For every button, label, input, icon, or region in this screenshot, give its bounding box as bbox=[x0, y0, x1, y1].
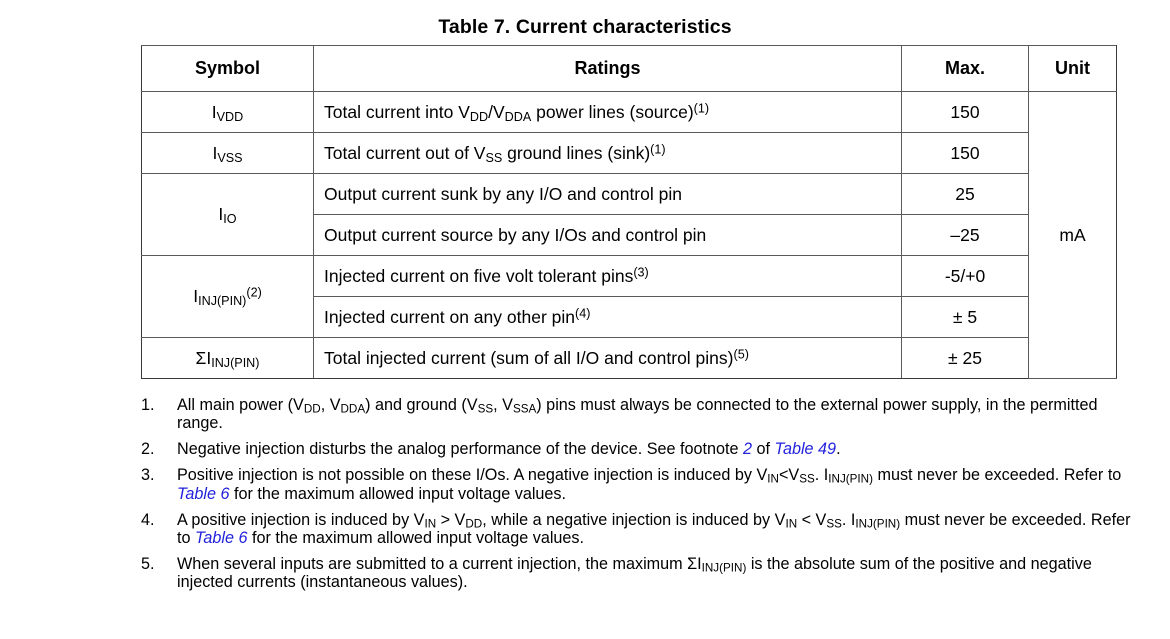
footnote-item bbox=[141, 396, 1141, 432]
cell-rating: Total current out of $V_{SS}$ ground lines $(\sin k)^{(1)}$ bbox=[314, 133, 902, 174]
cell-max: ± 5 bbox=[902, 297, 1029, 338]
footnote-text: All main power ($V_{DD}$, $V_{DDA}$) and ground ($V_{SS}$, $V_{SSA}$) pins must always be connected to the external power supply, in the permitted range. bbox=[177, 396, 1098, 433]
footnote-item bbox=[141, 511, 1141, 547]
footnote-number: 3. bbox=[141, 466, 155, 485]
footnote-item bbox=[141, 466, 1141, 502]
table-row bbox=[142, 338, 1117, 379]
footnote-item bbox=[141, 440, 1141, 458]
footnote-text: Positive injection is not possible on these I/Os. A negative injection is induced by $V_{IN}<V_{SS}$. $I_{INJ(PIN)}$ must never be exceeded. Refer to Table 6 for the maximum allowed input voltage values. bbox=[177, 466, 1122, 503]
cell-unit: mA bbox=[1029, 92, 1117, 379]
table-row bbox=[142, 133, 1117, 174]
table-title: Table 7. Current characteristics bbox=[438, 16, 732, 38]
table-reference-link[interactable]: Table 6 bbox=[195, 528, 248, 547]
table-header-row bbox=[142, 46, 1117, 92]
footnote-number: 1. bbox=[141, 396, 155, 414]
cell-symbol: $\Sigma I_{INJ(PIN)}$ bbox=[142, 338, 314, 379]
footnote-text: Negative injection disturbs the analog performance of the device. See footnote 2 of Table 49. bbox=[177, 440, 841, 459]
table-header bbox=[142, 46, 1117, 92]
cell-max: -5/+0 bbox=[902, 256, 1029, 297]
footnote-text: When several inputs are submitted to a current injection, the maximum $\Sigma I_{INJ(PIN)}$ is the absolute sum of the positive and negative injected currents (instantaneous values). bbox=[177, 554, 1092, 592]
spec-table bbox=[141, 45, 1117, 379]
footnote-item bbox=[141, 555, 1141, 591]
cell-symbol: $I_{VDD}$ bbox=[142, 92, 314, 133]
cell-max: 150 bbox=[902, 133, 1029, 174]
table-row bbox=[142, 256, 1117, 297]
table-reference-link[interactable]: 2 bbox=[743, 440, 753, 459]
cell-rating: Output current sunk by any I/O and control pin bbox=[314, 174, 902, 215]
footnote-number: 4. bbox=[141, 510, 155, 529]
footnote-text: A positive injection is induced by $V_{IN} > V_{DD}$, while a negative injection is induced by $V_{IN} < V_{SS}$. $I_{INJ(PIN)}$ must never be exceeded. Refer to Table 6 for the maximum allowed input voltage values. bbox=[177, 510, 1131, 547]
footnote-number: 5. bbox=[141, 554, 155, 573]
cell-rating: Total current into $V_{DD}/V_{DDA}$ power lines (source)$^{(1)}$ bbox=[314, 92, 902, 133]
cell-rating: Output current source by any I/Os and control pin bbox=[314, 215, 902, 256]
cell-symbol: $I_{VSS}$ bbox=[142, 133, 314, 174]
table-reference-link[interactable]: Table 6 bbox=[177, 484, 230, 503]
column-header-ratings: Ratings bbox=[314, 46, 902, 92]
cell-max: 25 bbox=[902, 174, 1029, 215]
cell-max: ± 25 bbox=[902, 338, 1029, 379]
cell-rating: Injected current on any other pin$^{(4)}$ bbox=[314, 297, 902, 338]
current-characteristics-table bbox=[141, 45, 1116, 379]
cell-max: –25 bbox=[902, 215, 1029, 256]
column-header-unit: Unit bbox=[1029, 46, 1117, 92]
table-reference-link[interactable]: Table 49 bbox=[774, 440, 837, 459]
cell-rating: Injected current on five volt tolerant pins$^{(3)}$ bbox=[314, 256, 902, 297]
footnote-list bbox=[141, 396, 1141, 599]
footnote-number: 2. bbox=[141, 440, 155, 459]
cell-rating: Total injected current (sum of all I/O and control pins)$^{(5)}$ bbox=[314, 338, 902, 379]
table-row bbox=[142, 174, 1117, 215]
cell-symbol: $I_{INJ(PIN)}^{(2)}$ bbox=[142, 256, 314, 338]
table-body bbox=[142, 92, 1117, 379]
cell-symbol: $I_{IO}$ bbox=[142, 174, 314, 256]
column-header-symbol: Symbol bbox=[142, 46, 314, 92]
cell-max: 150 bbox=[902, 92, 1029, 133]
table-row bbox=[142, 92, 1117, 133]
column-header-max: Max. bbox=[902, 46, 1029, 92]
